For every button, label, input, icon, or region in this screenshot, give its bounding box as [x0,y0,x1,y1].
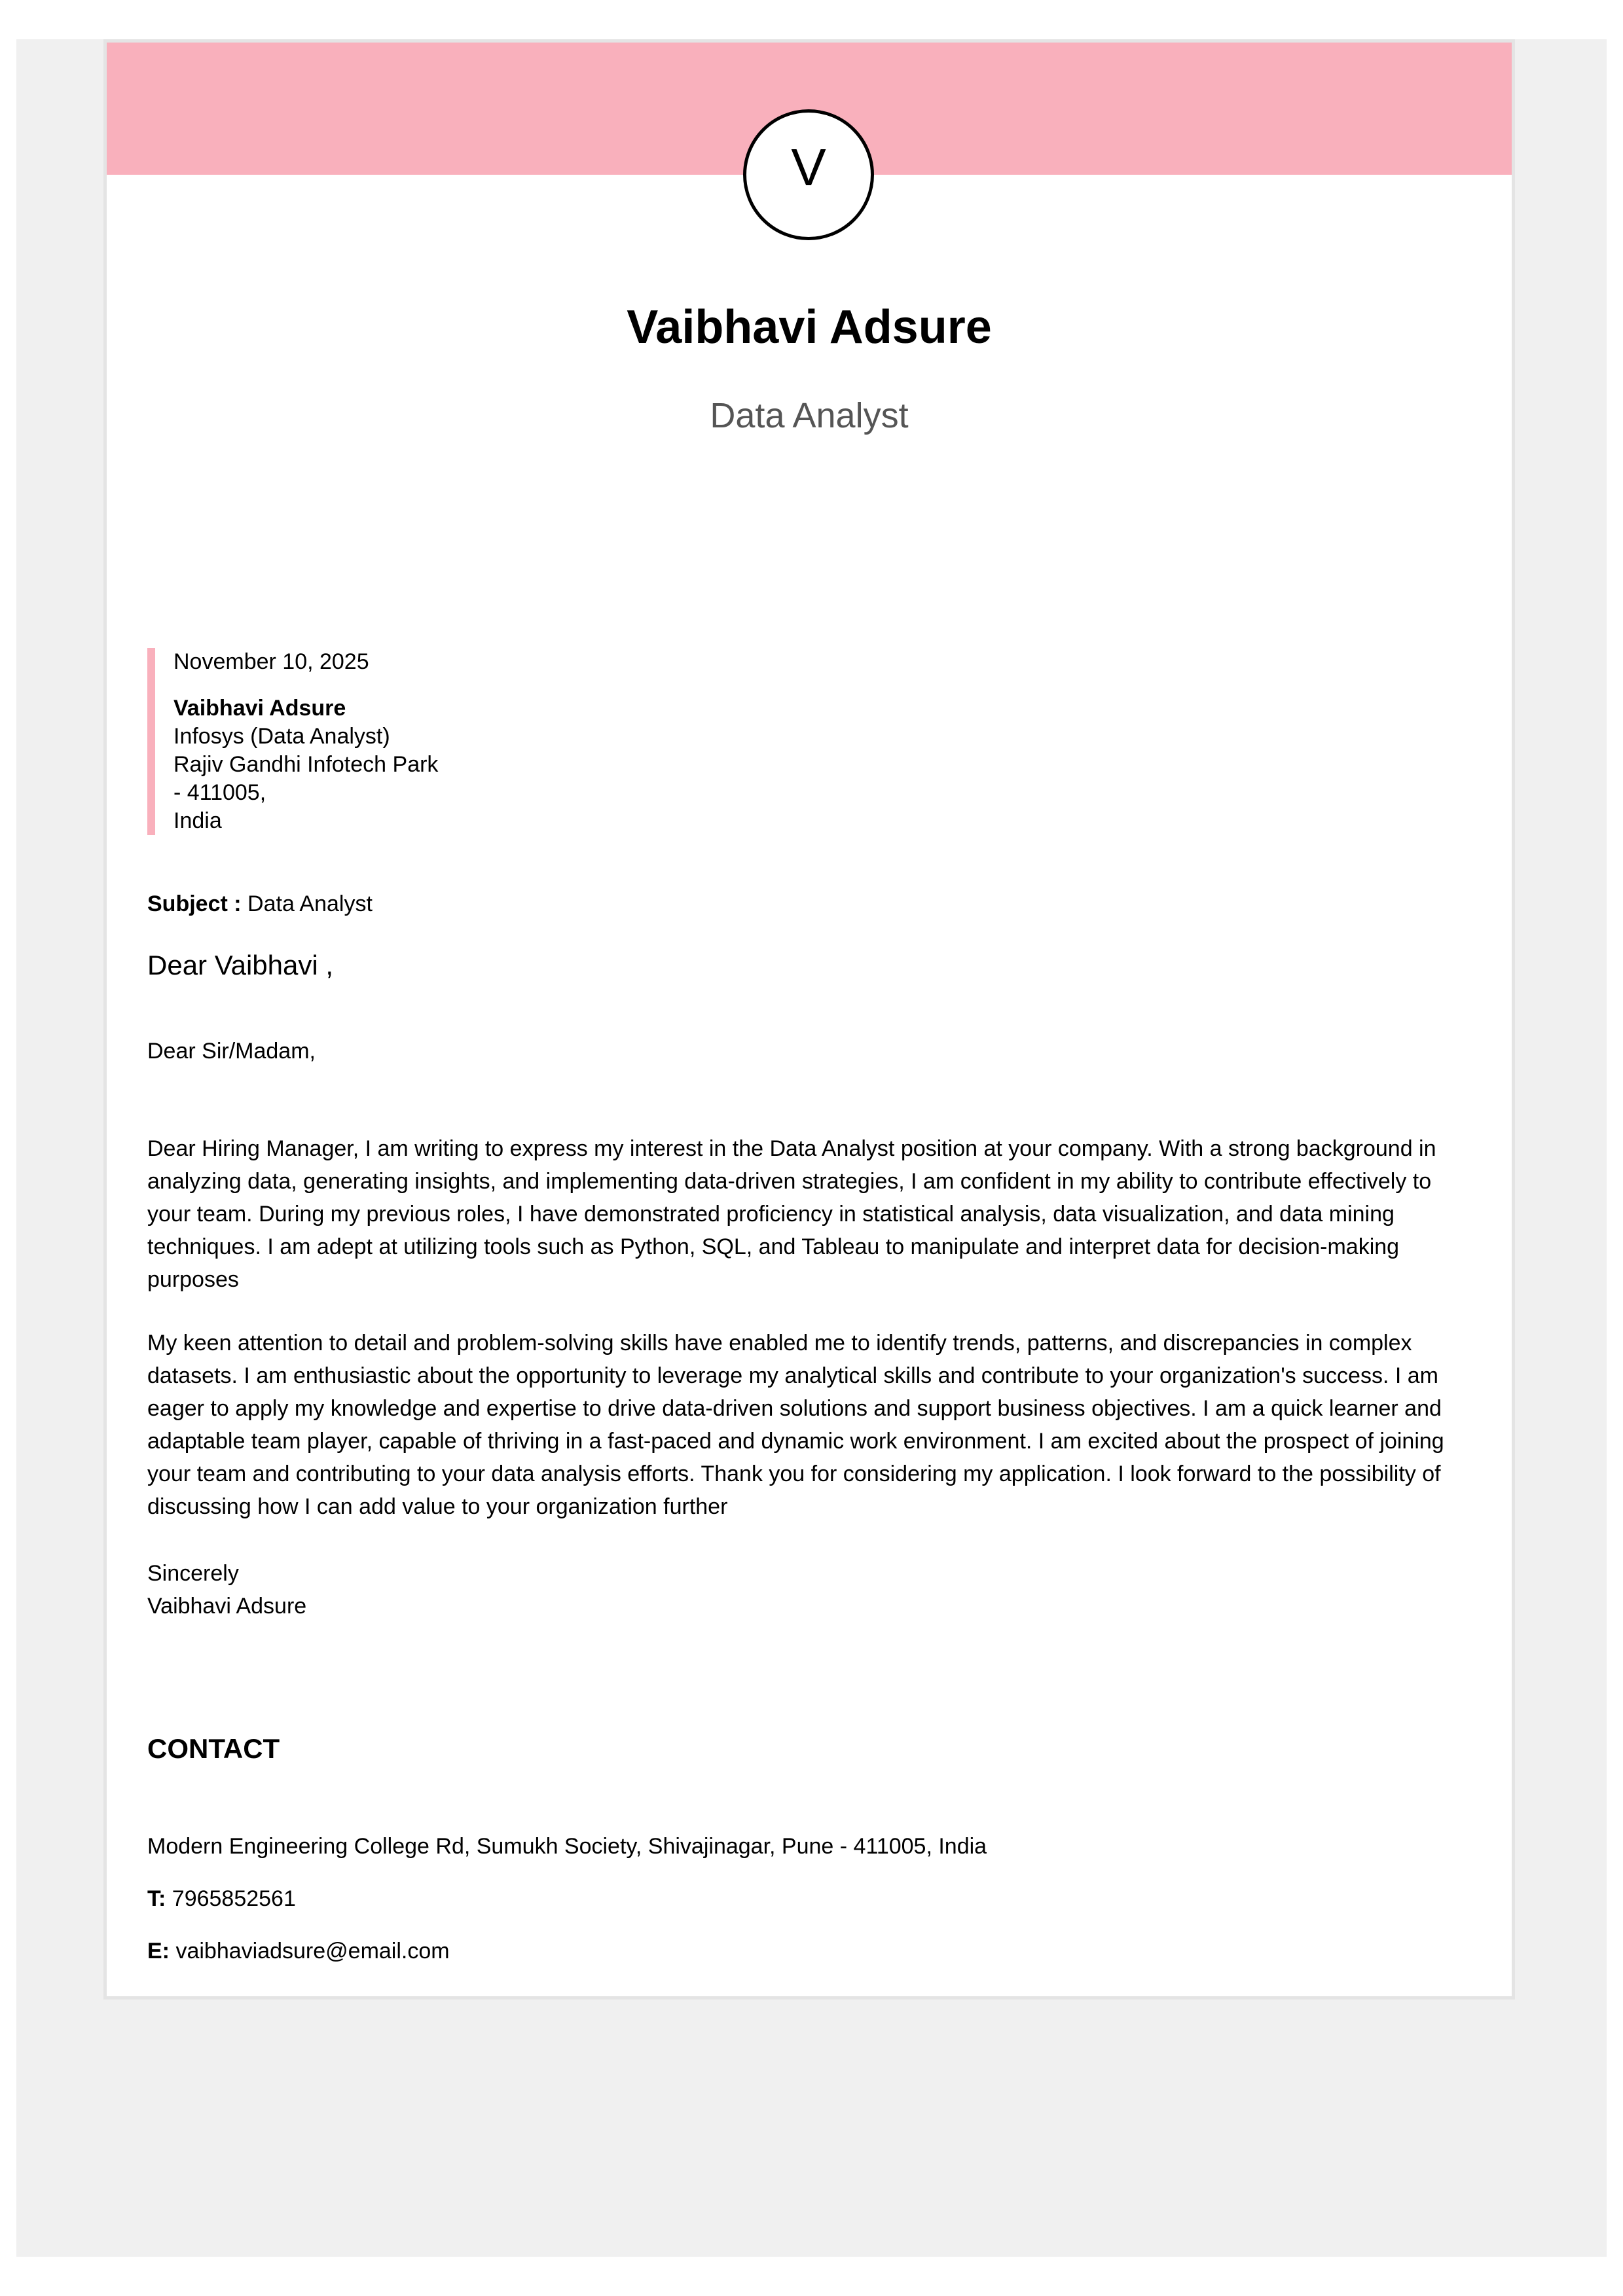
contact-phone [147,1886,296,1912]
greeting: Dear Vaibhavi , [147,950,334,980]
cover-letter-sheet [103,39,1515,2000]
salutation: Dear Sir/Madam, [147,1039,316,1064]
phone-value: 7965852561 [172,1886,296,1911]
subject-label: Subject : [147,891,242,916]
applicant-name: Vaibhavi Adsure [627,301,992,353]
recipient-line: Infosys (Data Analyst) [173,724,390,749]
email-value: vaibhaviadsure@email.com [175,1939,450,1964]
letter-date: November 10, 2025 [173,649,369,674]
applicant-role: Data Analyst [710,396,909,435]
body-paragraph: Dear Hiring Manager, I am writing to express my interest in the Data Analyst position at your company. With a strong background in analyzing data, generating insights, and implementing data-driven strategies, I am confident in my ability to contribute effectively to your team. During my previous roles, I have demonstrated proficiency in statistical analysis, data visualization, and data mining techniques. I am adept at utilizing tools such as Python, SQL, and Tableau to manipulate and interpret data for decision-making purposes [147,1136,1436,1292]
signature-name: Vaibhavi Adsure [147,1594,307,1619]
subject-line [147,891,373,917]
body-paragraph: My keen attention to detail and problem-solving skills have enabled me to identify trends, patterns, and discrepancies in complex datasets. I am enthusiastic about the opportunity to leverage my analytical skills and contribute to your organization's success. I am eager to apply my knowledge and expertise to drive data-driven solutions and support business objectives. I am a quick learner and adaptable team player, capable of thriving in a fast-paced and dynamic work environment. I am excited about the prospect of joining your team and contributing to your data analysis efforts. Thank you for considering my application. I look forward to the possibility of discussing how I can add value to your organization further [147,1331,1444,1519]
recipient-line: - 411005, [173,780,266,805]
closing-block [147,1557,306,1623]
phone-label: T: [147,1886,166,1911]
closing-text: Sincerely [147,1561,239,1586]
recipient-block [147,648,632,835]
subject-value: Data Analyst [247,891,373,916]
contact-email [147,1939,450,1964]
email-label: E: [147,1939,170,1964]
recipient-name: Vaibhavi Adsure [173,696,346,721]
recipient-line: India [173,808,222,833]
avatar: V [743,109,874,240]
contact-address: Modern Engineering College Rd, Sumukh Society, Shivajinagar, Pune - 411005, India [147,1834,987,1859]
recipient-line: Rajiv Gandhi Infotech Park [173,752,439,777]
contact-heading: CONTACT [147,1733,280,1764]
